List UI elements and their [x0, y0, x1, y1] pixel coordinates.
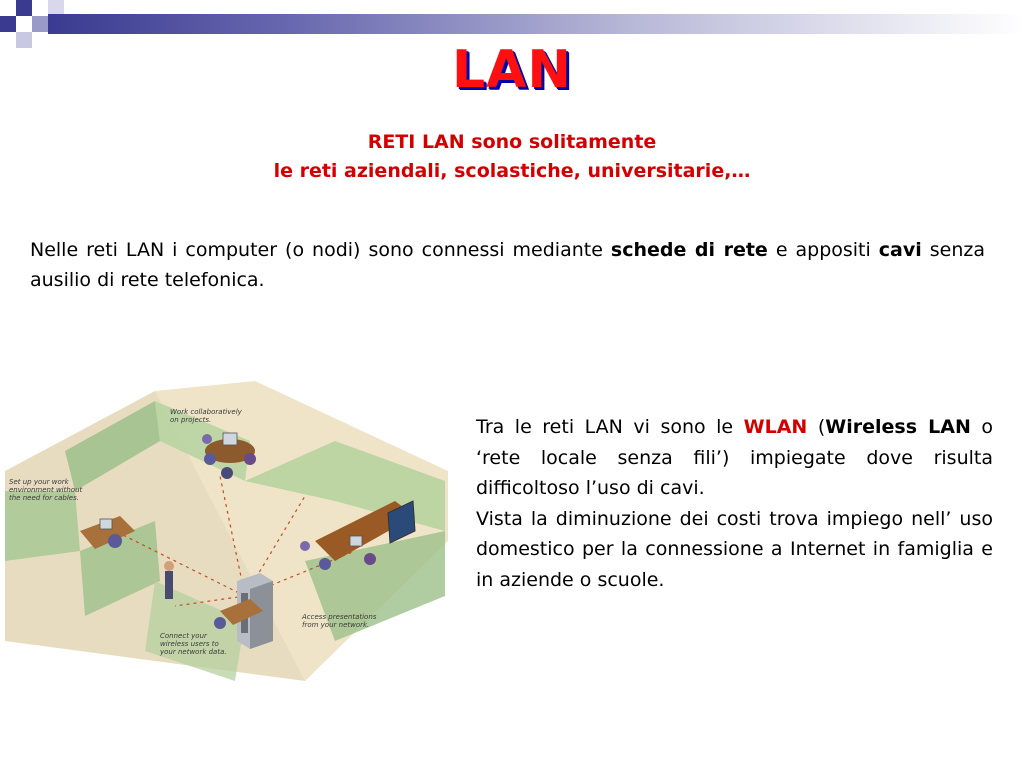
caption-left-3: the need for cables. [9, 494, 79, 502]
caption-left-2: environment without [9, 486, 83, 494]
wlan-paragraph [476, 412, 993, 595]
para1-text-1: Nelle reti LAN i computer (o nodi) sono connessi mediante [30, 239, 611, 261]
para2-wlan: WLAN [743, 416, 808, 438]
caption-right-2: from your network. [302, 621, 370, 629]
header-bar [48, 14, 1024, 34]
svg-text:Access presentationsfrom your [301, 613, 377, 629]
wireless-office-illustration [5, 381, 448, 683]
subtitle-line-2: le reti aziendali, scolastiche, universitarie,… [273, 160, 751, 182]
para2-text-2: ( [807, 416, 826, 438]
para1-bold-cavi: cavi [878, 239, 922, 261]
caption-top-2: on projects. [170, 416, 212, 424]
slide-title: LAN [452, 40, 572, 100]
para1-text-2: e appositi [767, 239, 879, 261]
para2-text-3: o ‘rete locale senza fili’) impiegate dove risulta difficoltoso l’uso di cavi. [476, 416, 993, 499]
intro-paragraph [30, 235, 985, 295]
caption-top-1: Work collaboratively [170, 408, 242, 416]
para2-bold-wireless-lan: Wireless LAN [825, 416, 971, 438]
caption-bottom-2: wireless users to [160, 640, 219, 648]
para2-text-1: Tra le reti LAN vi sono le [476, 416, 744, 438]
subtitle-line-1: RETI LAN sono solitamente [367, 131, 657, 153]
para1-bold-schede: schede di rete [610, 239, 768, 261]
para2-text-4: Vista la diminuzione dei costi trova impiego nell’ uso domestico per la connessione a Internet in famiglia e in aziende o scuole. [476, 507, 993, 591]
caption-bottom-3: your network data. [160, 648, 227, 656]
slide-subtitle [0, 128, 1024, 186]
para1-text-3: senza ausilio di rete telefonica. [30, 239, 985, 291]
caption-right-1: Access presentations [302, 613, 377, 621]
caption-left-1: Set up your work [9, 478, 69, 486]
caption-bottom-1: Connect your [160, 632, 207, 640]
